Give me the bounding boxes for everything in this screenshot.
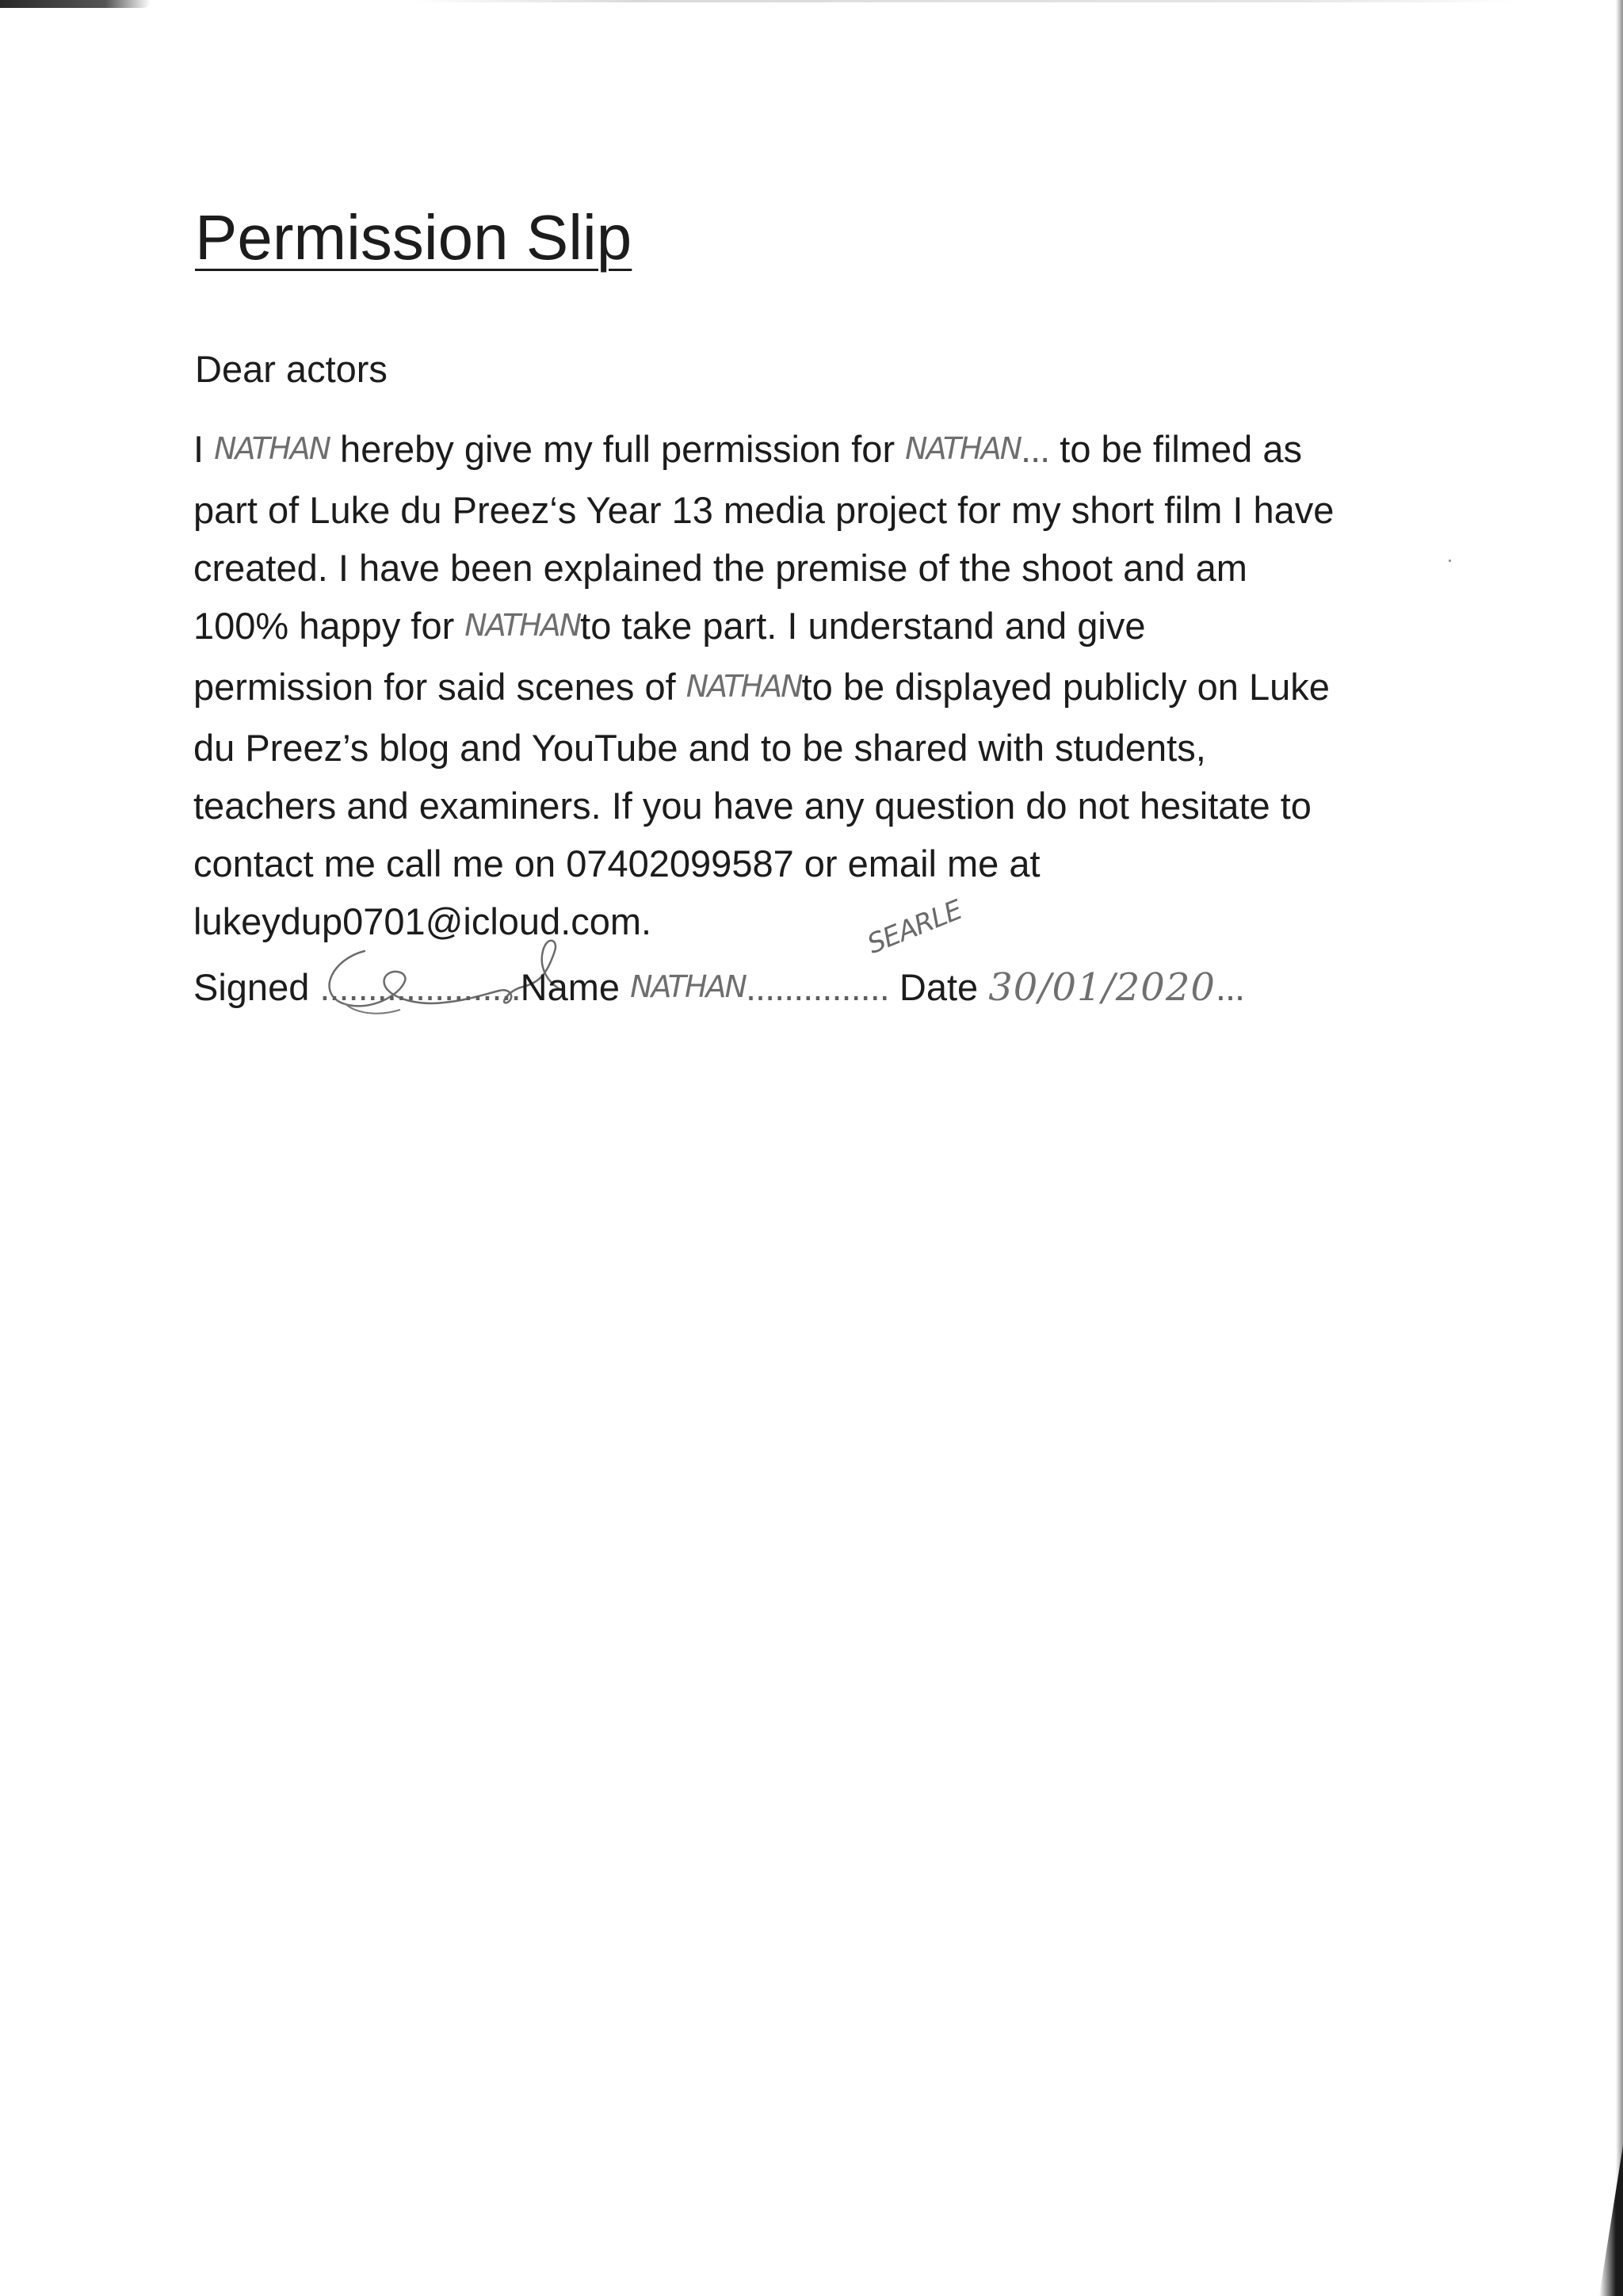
- body-text-segment: permission for said scenes of: [193, 666, 686, 708]
- name-label: Name: [520, 966, 631, 1008]
- handwritten-name: NATHAN: [464, 608, 581, 643]
- page-title: Permission Slip: [195, 202, 632, 273]
- handwritten-name: NATHAN: [630, 969, 746, 1004]
- scan-edge-line: [412, 0, 1522, 2]
- signature-dots: .....................: [319, 966, 521, 1008]
- body-line-5: [193, 658, 1445, 719]
- handwritten-name: NATHAN: [905, 431, 1022, 466]
- body-line-1: [193, 420, 1445, 481]
- greeting: Dear actors: [195, 348, 388, 390]
- body-line-6: du Preez’s blog and YouTube and to be shared with students,: [193, 727, 1206, 769]
- handwritten-name: NATHAN: [685, 669, 802, 704]
- scan-corner-fold: [1599, 2145, 1623, 2296]
- body-line-4: [193, 597, 1445, 658]
- permission-body: [193, 420, 1445, 950]
- body-text-segment: to take part. I understand and give: [580, 605, 1146, 647]
- signed-label: Signed: [193, 966, 320, 1008]
- body-text-segment: to be displayed publicly on Luke: [801, 666, 1330, 708]
- body-line-7: teachers and examiners. If you have any question do not hesitate to: [193, 785, 1312, 827]
- fill-dots: ...: [1021, 428, 1050, 470]
- body-text-segment: to be filmed as: [1049, 428, 1302, 470]
- body-line-2: part of Luke du Preez‘s Year 13 media project for my short film I have: [193, 489, 1335, 531]
- handwritten-date: 30/01/2020: [988, 965, 1216, 1010]
- handwritten-surname: SEARLE: [863, 894, 967, 961]
- body-text-segment: hereby give my full permission for: [330, 428, 906, 470]
- scan-edge-shadow: [0, 0, 151, 8]
- body-text-segment: 100% happy for: [193, 605, 465, 647]
- scan-speck: [1449, 560, 1451, 562]
- body-line-8: contact me call me on 07402099587 or email me at: [193, 842, 1041, 884]
- body-line-9: lukeydup0701@icloud.com.: [193, 900, 652, 942]
- scan-right-edge: [1615, 0, 1623, 2296]
- date-label: Date: [888, 966, 989, 1008]
- signature-row: [193, 965, 1244, 1010]
- body-line-3: created. I have been explained the premise of the shoot and am: [193, 547, 1247, 589]
- body-text-segment: I: [193, 428, 215, 470]
- handwritten-name: NATHAN: [214, 431, 330, 466]
- name-dots: ...............: [745, 966, 889, 1008]
- date-dots: ...: [1215, 966, 1245, 1008]
